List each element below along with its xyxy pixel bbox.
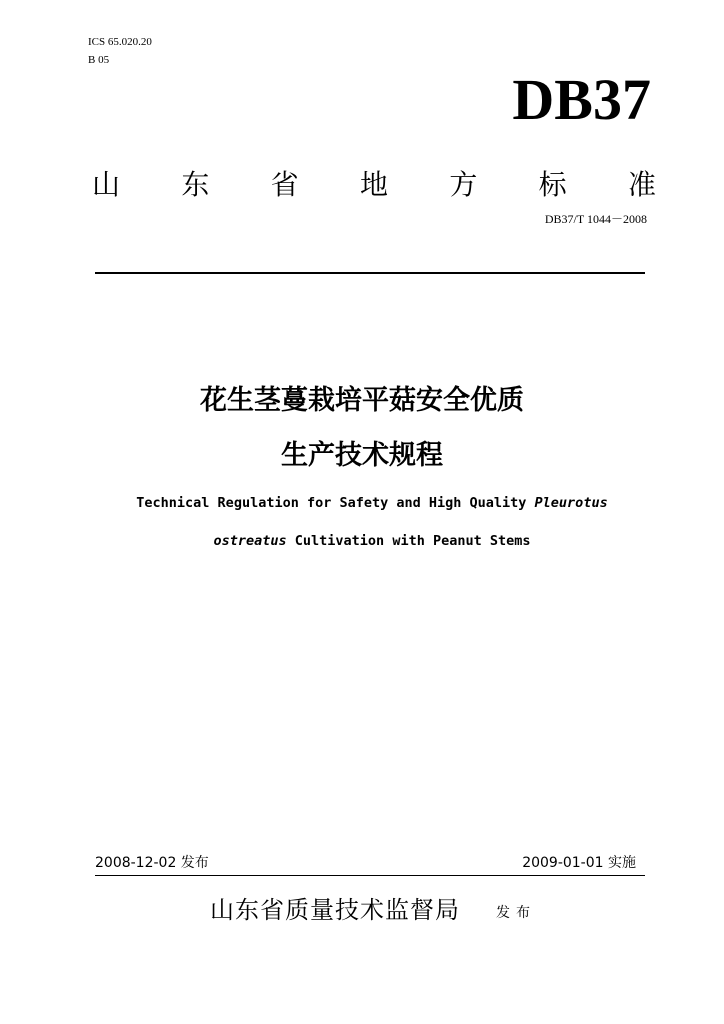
title-en-line-2 <box>0 532 724 550</box>
standard-kind-char: 标 <box>538 168 567 201</box>
header-divider <box>95 272 645 274</box>
title-en-line-1-text: Technical Regulation for Safety and High Quality <box>136 495 535 511</box>
standard-kind-char: 东 <box>181 168 210 201</box>
issuer-name: 山东省质量技术监督局 <box>210 896 460 924</box>
db-code-heading: DB37 <box>512 67 651 132</box>
title-cn-line-1: 花生茎蔓栽培平菇安全优质 <box>200 385 524 416</box>
title-en-line-2-text: Cultivation with Peanut Stems <box>286 533 531 549</box>
title-en-line-2-italic: ostreatus <box>213 533 287 549</box>
title-en-line-1-italic: Pleurotus <box>534 495 608 511</box>
footer-divider <box>95 875 645 876</box>
standard-kind-char: 省 <box>270 168 299 201</box>
implementation-date: 2009-01-01 实施 <box>522 855 636 871</box>
standard-kind-char: 地 <box>359 168 388 201</box>
standard-number: DB37/T 1044－2008 <box>544 212 647 226</box>
ccs-code: B 05 <box>88 54 110 66</box>
ics-code: ICS 65.020.20 <box>88 36 152 48</box>
issuer-action: 发布 <box>496 905 536 921</box>
standard-kind-char: 方 <box>449 168 478 201</box>
issue-date: 2008-12-02 发布 <box>95 855 209 871</box>
title-en-line-1 <box>0 494 724 512</box>
title-cn-line-2: 生产技术规程 <box>281 440 443 471</box>
standard-kind <box>92 168 656 202</box>
standard-kind-char: 山 <box>92 168 121 201</box>
standard-kind-char: 准 <box>627 168 656 201</box>
